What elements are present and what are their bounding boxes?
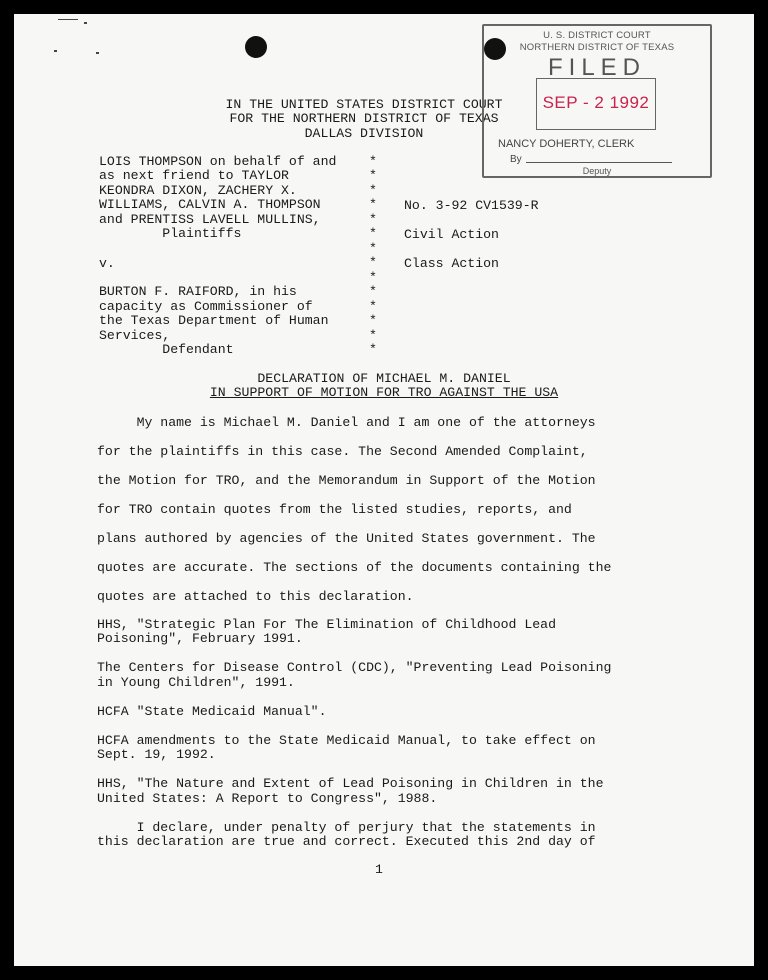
paragraph-line: quotes are accurate. The sections of the documents containing the xyxy=(97,560,612,575)
plaintiff-line: as next friend to TAYLOR xyxy=(99,168,289,183)
declaration-title: DECLARATION OF MICHAEL M. DANIEL xyxy=(257,371,511,386)
stamp-signature-line xyxy=(526,162,672,163)
filed-stamp xyxy=(482,24,712,178)
stamp-clerk-name: NANCY DOHERTY, CLERK xyxy=(498,138,635,150)
document-page xyxy=(14,14,754,966)
caption-asterisk: * xyxy=(369,241,377,256)
paragraph-line: for the plaintiffs in this case. The Second Amended Complaint, xyxy=(97,444,588,459)
reference-line: HHS, "Strategic Plan For The Elimination of Childhood Lead xyxy=(97,617,556,632)
civil-action-label: Civil Action xyxy=(404,227,499,242)
closing-line: I declare, under penalty of perjury that the statements in xyxy=(97,820,596,835)
paragraph-line: My name is Michael M. Daniel and I am one of the attorneys xyxy=(97,415,596,430)
scan-speck xyxy=(54,50,57,52)
reference-line: Sept. 19, 1992. xyxy=(97,747,216,762)
stamp-court-line: U. S. DISTRICT COURT xyxy=(543,30,651,41)
caption-asterisk: * xyxy=(369,255,377,270)
versus-label: v. xyxy=(99,256,115,271)
punch-hole-left xyxy=(245,36,267,58)
declaration-subtitle: IN SUPPORT OF MOTION FOR TRO AGAINST THE USA xyxy=(209,385,559,400)
defendant-line: Services, xyxy=(99,328,171,343)
stamp-district-line: NORTHERN DISTRICT OF TEXAS xyxy=(519,42,675,53)
defendant-line: capacity as Commissioner of xyxy=(99,299,313,314)
stamp-filed-label: FILED xyxy=(547,54,646,81)
court-header-line-2: FOR THE NORTHERN DISTRICT OF TEXAS xyxy=(229,111,499,126)
caption-asterisk: * xyxy=(369,183,377,198)
caption-asterisk: * xyxy=(369,197,377,212)
paragraph-line: quotes are attached to this declaration. xyxy=(97,589,414,604)
scan-speck xyxy=(84,22,87,24)
caption-asterisk: * xyxy=(369,226,377,241)
plaintiff-line: KEONDRA DIXON, ZACHERY X. xyxy=(99,183,297,198)
reference-line: United States: A Report to Congress", 1988. xyxy=(97,791,438,806)
case-number: No. 3-92 CV1539-R xyxy=(404,198,539,213)
caption-asterisk: * xyxy=(369,212,377,227)
scan-speck xyxy=(58,19,78,20)
reference-line: HHS, "The Nature and Extent of Lead Poisoning in Children in the xyxy=(97,776,604,791)
reference-line: HCFA amendments to the State Medicaid Manual, to take effect on xyxy=(97,733,596,748)
reference-line: HCFA "State Medicaid Manual". xyxy=(97,704,327,719)
declaration-paragraph xyxy=(97,408,611,611)
defendant-line: BURTON F. RAIFORD, in his xyxy=(99,284,297,299)
stamp-by-label: By xyxy=(510,154,522,165)
court-header-line-1: IN THE UNITED STATES DISTRICT COURT xyxy=(225,97,503,112)
caption-asterisk: * xyxy=(369,328,377,343)
stamp-date-box xyxy=(536,78,656,130)
caption-asterisk: * xyxy=(369,284,377,299)
plaintiff-line: and PRENTISS LAVELL MULLINS, xyxy=(99,212,321,227)
caption-asterisk: * xyxy=(369,313,377,328)
defendant-label: Defendant xyxy=(99,342,234,357)
caption-asterisk: * xyxy=(369,270,377,285)
stamp-date: SEP - 2 1992 xyxy=(542,93,650,112)
caption-asterisk: * xyxy=(369,168,377,183)
reference-line: The Centers for Disease Control (CDC), "Preventing Lead Poisoning xyxy=(97,660,612,675)
paragraph-line: for TRO contain quotes from the listed studies, reports, and xyxy=(97,502,572,517)
caption-asterisk: * xyxy=(369,299,377,314)
reference-line: Poisoning", February 1991. xyxy=(97,631,303,646)
paragraph-line: plans authored by agencies of the United States government. The xyxy=(97,531,596,546)
court-header-line-3: DALLAS DIVISION xyxy=(304,126,424,141)
closing-line: this declaration are true and correct. Executed this 2nd day of xyxy=(97,834,596,849)
plaintiff-line: WILLIAMS, CALVIN A. THOMPSON xyxy=(99,197,321,212)
scan-speck xyxy=(96,52,99,54)
plaintiff-line: LOIS THOMPSON on behalf of and xyxy=(99,154,337,169)
stamp-deputy-label: Deputy xyxy=(582,166,612,176)
class-action-label: Class Action xyxy=(404,256,499,271)
paragraph-line: the Motion for TRO, and the Memorandum in Support of the Motion xyxy=(97,473,596,488)
page-number: 1 xyxy=(375,862,383,877)
caption-asterisk: * xyxy=(369,154,377,169)
reference-line: in Young Children", 1991. xyxy=(97,675,295,690)
caption-asterisk: * xyxy=(369,342,377,357)
plaintiffs-label: Plaintiffs xyxy=(99,226,242,241)
defendant-line: the Texas Department of Human xyxy=(99,313,329,328)
